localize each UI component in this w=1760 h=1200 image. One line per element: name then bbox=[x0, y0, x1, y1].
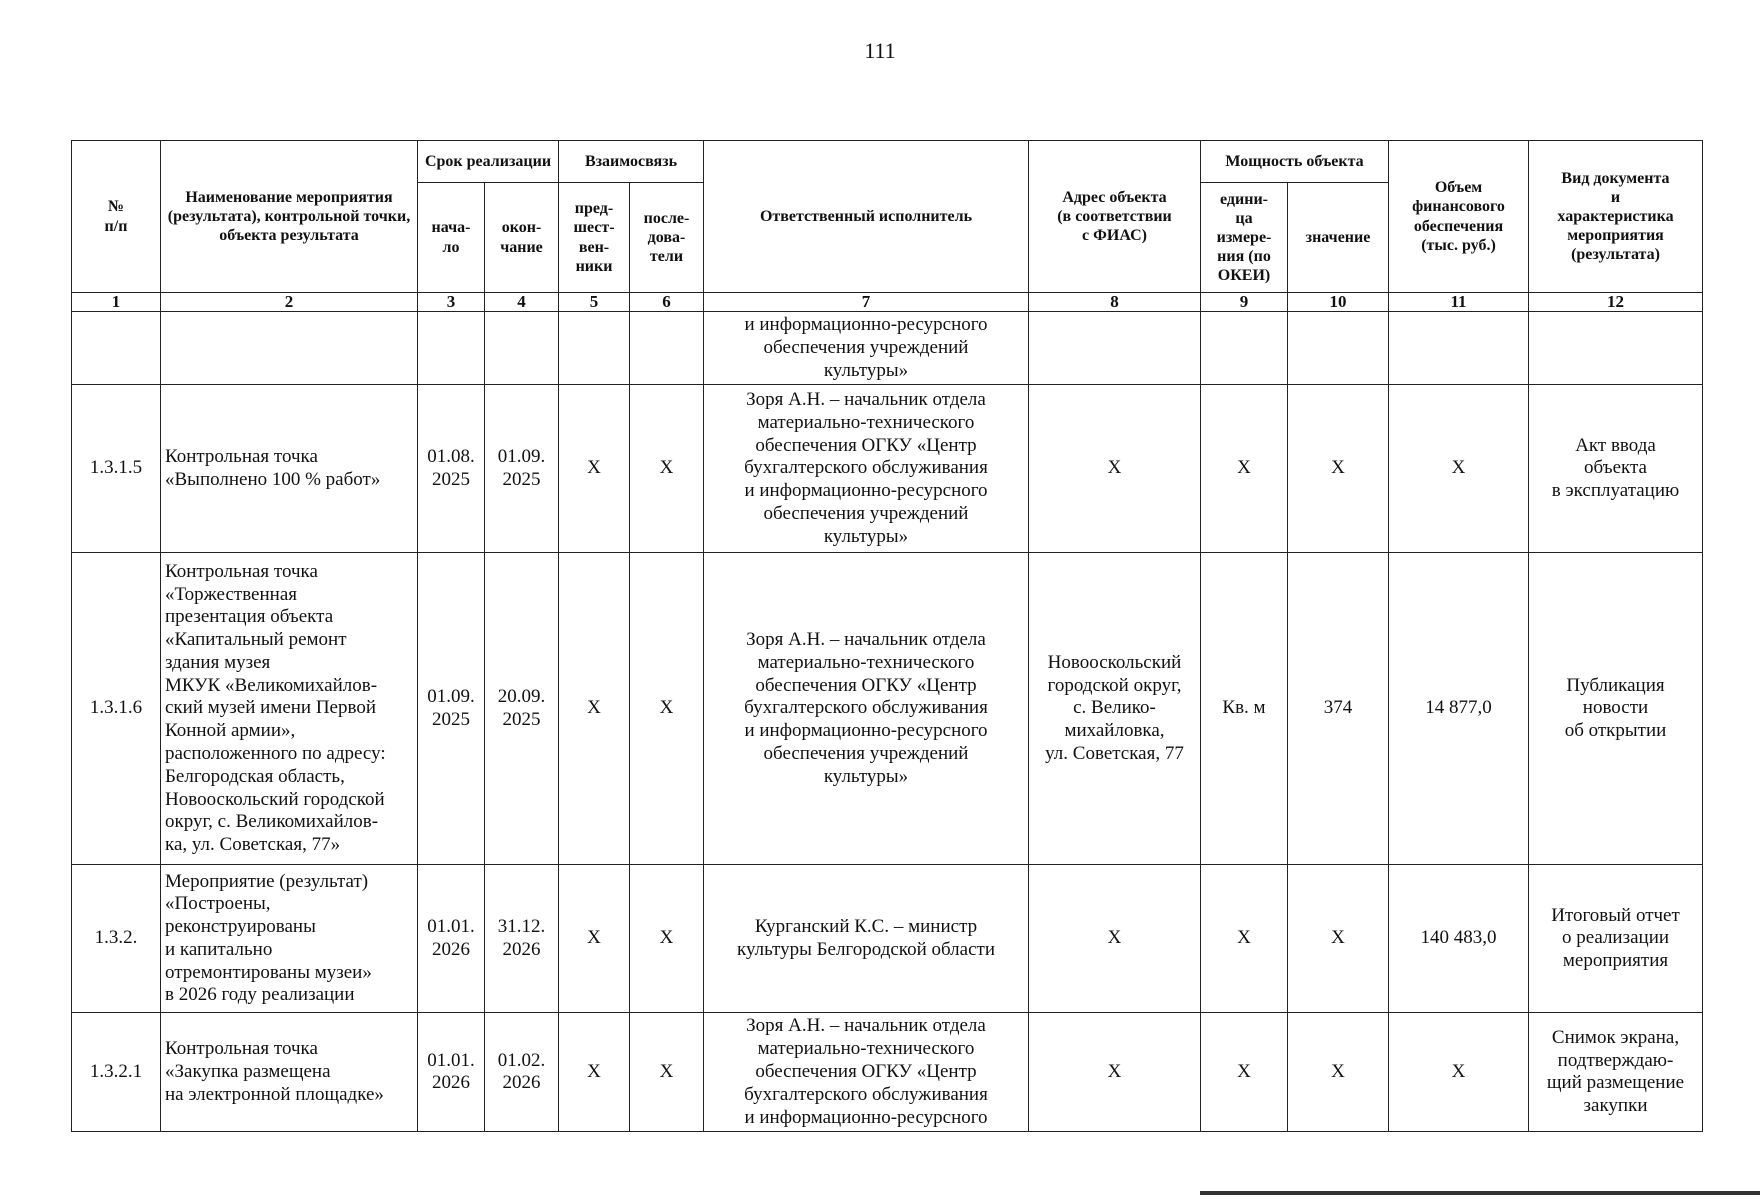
cell-unit: Х bbox=[1201, 385, 1288, 553]
cell-num: 1.3.2. bbox=[72, 865, 161, 1013]
header-name: Наименование мероприятия (результата), контрольной точки, объекта результата bbox=[161, 141, 418, 293]
header-link-prev: пред- шест- вен- ники bbox=[559, 183, 630, 293]
column-number: 3 bbox=[418, 293, 485, 312]
cell-responsible: и информационно-ресурсного обеспечения учреждений культуры» bbox=[704, 312, 1029, 385]
cell-name bbox=[161, 312, 418, 385]
column-number: 8 bbox=[1029, 293, 1201, 312]
column-number: 12 bbox=[1529, 293, 1703, 312]
cell-next bbox=[630, 312, 704, 385]
cell-finance: 140 483,0 bbox=[1389, 865, 1529, 1013]
cell-doc: Итоговый отчет о реализации мероприятия bbox=[1529, 865, 1703, 1013]
cell-end: 01.09. 2025 bbox=[485, 385, 559, 553]
cell-name: Контрольная точка «Выполнено 100 % работ» bbox=[161, 385, 418, 553]
cell-address bbox=[1029, 312, 1201, 385]
cell-value: Х bbox=[1288, 385, 1389, 553]
header-capacity: Мощность объекта bbox=[1201, 141, 1389, 183]
cell-address: Х bbox=[1029, 1013, 1201, 1132]
cell-finance bbox=[1389, 312, 1529, 385]
cell-next: Х bbox=[630, 553, 704, 865]
column-number: 4 bbox=[485, 293, 559, 312]
page-number: 111 bbox=[864, 38, 896, 63]
cell-prev bbox=[559, 312, 630, 385]
header-address: Адрес объекта (в соответствии с ФИАС) bbox=[1029, 141, 1201, 293]
header-link-next: после- дова- тели bbox=[630, 183, 704, 293]
cell-end bbox=[485, 312, 559, 385]
cell-prev: Х bbox=[559, 385, 630, 553]
column-number: 6 bbox=[630, 293, 704, 312]
cell-finance: Х bbox=[1389, 385, 1529, 553]
table-row bbox=[72, 553, 1703, 865]
cell-value: 374 bbox=[1288, 553, 1389, 865]
cell-next: Х bbox=[630, 1013, 704, 1132]
column-number: 9 bbox=[1201, 293, 1288, 312]
cell-address: Х bbox=[1029, 865, 1201, 1013]
cell-unit: Х bbox=[1201, 865, 1288, 1013]
cell-num: 1.3.2.1 bbox=[72, 1013, 161, 1132]
header-term: Срок реализации bbox=[418, 141, 559, 183]
cell-unit: Х bbox=[1201, 1013, 1288, 1132]
cell-value: Х bbox=[1288, 1013, 1389, 1132]
cell-num bbox=[72, 312, 161, 385]
column-number: 5 bbox=[559, 293, 630, 312]
cell-address: Х bbox=[1029, 385, 1201, 553]
cell-doc: Снимок экрана, подтверждаю- щий размещение закупки bbox=[1529, 1013, 1703, 1132]
header-num: № п/п bbox=[72, 141, 161, 293]
table-row bbox=[72, 385, 1703, 553]
cell-prev: Х bbox=[559, 553, 630, 865]
cell-start: 01.01. 2026 bbox=[418, 1013, 485, 1132]
cell-num: 1.3.1.6 bbox=[72, 553, 161, 865]
cell-value: Х bbox=[1288, 865, 1389, 1013]
cell-start: 01.09. 2025 bbox=[418, 553, 485, 865]
cell-doc: Публикация новости об открытии bbox=[1529, 553, 1703, 865]
column-number: 2 bbox=[161, 293, 418, 312]
cell-name: Контрольная точка «Закупка размещена на электронной площадке» bbox=[161, 1013, 418, 1132]
cell-value bbox=[1288, 312, 1389, 385]
column-number: 11 bbox=[1389, 293, 1529, 312]
header-finance: Объем финансового обеспечения (тыс. руб.) bbox=[1389, 141, 1529, 293]
header-capacity-value: значение bbox=[1288, 183, 1389, 293]
cell-responsible: Курганский К.С. – министр культуры Белгородской области bbox=[704, 865, 1029, 1013]
cell-name: Мероприятие (результат) «Построены, реконструированы и капитально отремонтированы музеи» в 2026 году реализации bbox=[161, 865, 418, 1013]
cell-start: 01.01. 2026 bbox=[418, 865, 485, 1013]
cell-end: 01.02. 2026 bbox=[485, 1013, 559, 1132]
cell-unit bbox=[1201, 312, 1288, 385]
cell-unit: Кв. м bbox=[1201, 553, 1288, 865]
cell-responsible: Зоря А.Н. – начальник отдела материально-технического обеспечения ОГКУ «Центр бухгалтерского обслуживания и информационно-ресурсного обеспечения учреждений культуры» bbox=[704, 553, 1029, 865]
scan-edge-line bbox=[1200, 1191, 1760, 1195]
cell-end: 20.09. 2025 bbox=[485, 553, 559, 865]
cell-finance: Х bbox=[1389, 1013, 1529, 1132]
column-number: 10 bbox=[1288, 293, 1389, 312]
cell-next: Х bbox=[630, 385, 704, 553]
cell-num: 1.3.1.5 bbox=[72, 385, 161, 553]
cell-prev: Х bbox=[559, 865, 630, 1013]
cell-doc bbox=[1529, 312, 1703, 385]
header-term-end: окон- чание bbox=[485, 183, 559, 293]
cell-address: Новооскольский городской округ, с. Велико- михайловка, ул. Советская, 77 bbox=[1029, 553, 1201, 865]
header-capacity-unit: едини- ца измере- ния (по ОКЕИ) bbox=[1201, 183, 1288, 293]
table-row bbox=[72, 865, 1703, 1013]
header-term-start: нача- ло bbox=[418, 183, 485, 293]
column-number: 7 bbox=[704, 293, 1029, 312]
cell-start bbox=[418, 312, 485, 385]
cell-next: Х bbox=[630, 865, 704, 1013]
cell-responsible: Зоря А.Н. – начальник отдела материально-технического обеспечения ОГКУ «Центр бухгалтерского обслуживания и информационно-ресурсного bbox=[704, 1013, 1029, 1132]
cell-responsible: Зоря А.Н. – начальник отдела материально-технического обеспечения ОГКУ «Центр бухгалтерского обслуживания и информационно-ресурсного обеспечения учреждений культуры» bbox=[704, 385, 1029, 553]
header-link: Взаимосвязь bbox=[559, 141, 704, 183]
header-doc: Вид документа и характеристика мероприятия (результата) bbox=[1529, 141, 1703, 293]
events-table bbox=[71, 140, 1703, 1132]
cell-prev: Х bbox=[559, 1013, 630, 1132]
table-row bbox=[72, 312, 1703, 385]
cell-name: Контрольная точка «Торжественная презентация объекта «Капитальный ремонт здания музея МКУК «Великомихайлов- ский музей имени Первой Конной армии», расположенного по адресу: Белгородская область, Новооскольский городской округ, с. Великомихайлов- ка, ул. Советская, 77» bbox=[161, 553, 418, 865]
cell-end: 31.12. 2026 bbox=[485, 865, 559, 1013]
header-responsible: Ответственный исполнитель bbox=[704, 141, 1029, 293]
table-row bbox=[72, 1013, 1703, 1132]
column-number: 1 bbox=[72, 293, 161, 312]
cell-doc: Акт ввода объекта в эксплуатацию bbox=[1529, 385, 1703, 553]
cell-finance: 14 877,0 bbox=[1389, 553, 1529, 865]
cell-start: 01.08. 2025 bbox=[418, 385, 485, 553]
